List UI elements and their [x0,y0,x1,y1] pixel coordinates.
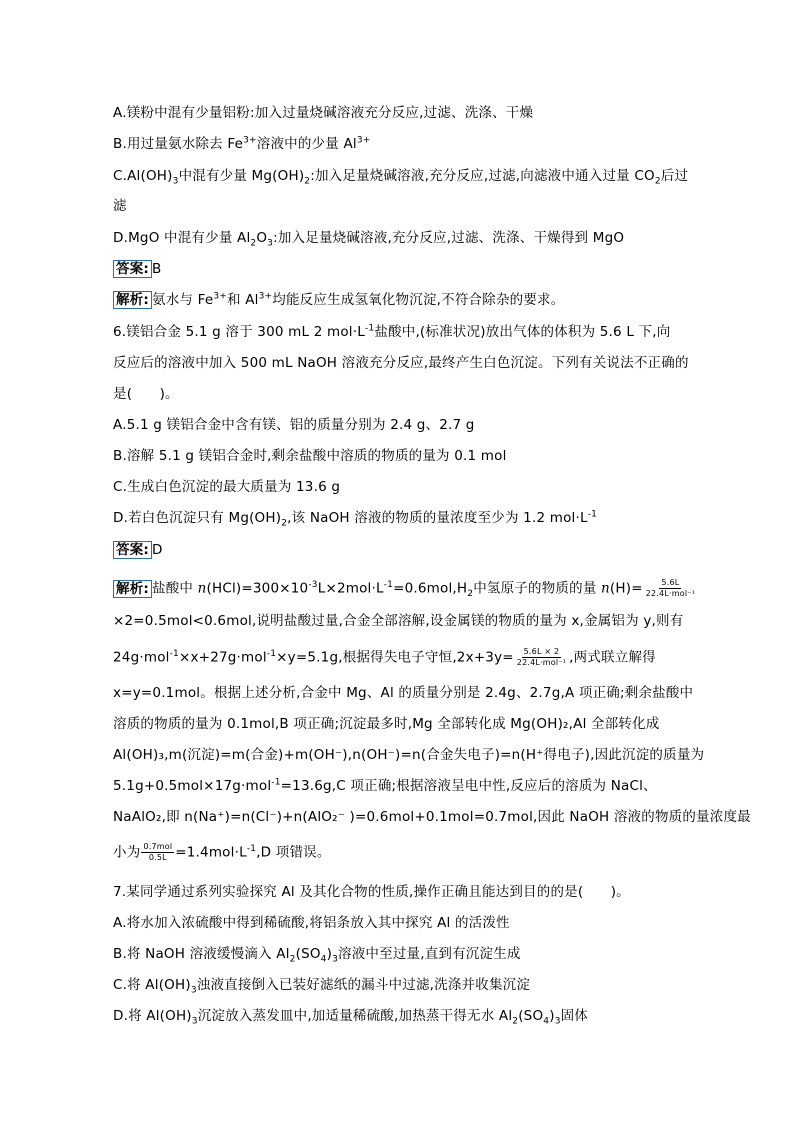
analysis-tag: 解析: [113,580,152,598]
q6-analysis-line7: 5.1g+0.5mol×17g·mol$^{-1}$=13.6g,C 项正确;根据溶液呈电中性,反应后的溶质为 NaCl、 [113,777,657,794]
q6-option-d: D.若白色沉淀只有 $Mg(OH)_2$,该 NaOH 溶液的物质的量浓度至少为 1.2 $mol\cdot L^{-1}$ [113,509,598,529]
q7-option-c: C.将 $Al(OH)_3$浊液直接倒入已装好滤纸的漏斗中过滤,洗涤并收集沉淀 [113,977,531,996]
q7-stem: 7.某同学通过系列实验探究 Al 及其化合物的性质,操作正确且能达到目的的是( )。 [113,884,630,900]
q5-option-d: D.MgO 中混有少量 $Al_2O_3$:加入足量烧碱溶液,充分反应,过滤、洗涤、干燥得到 MgO [113,230,625,249]
q6-answer: 答案: D [113,540,163,560]
q6-stem-line3: 是( )。 [113,386,179,402]
q5-option-b: B.用过量氨水除去 $Fe^{3+}$溶液中的少量 $Al^{3+}$ [113,135,371,152]
answer-tag: 答案: [113,260,152,278]
q5-option-a: A.镁粉中混有少量铝粉:加入过量烧碱溶液充分反应,过滤、洗涤、干燥 [113,105,534,121]
fraction: $\frac{5.6L}{\text{22.4L·mol⁻¹}}$ [645,578,696,598]
q5-analysis: 解析: 氨水与 $Fe^{3+}$和 $Al^{3+}$均能反应生成氢氧化物沉淀,不符合除杂的要求。 [113,290,564,310]
analysis-tag: 解析: [113,291,152,309]
q7-option-a: A.将水加入浓硫酸中得到稀硫酸,将铝条放入其中探究 Al 的活泼性 [113,915,510,931]
q6-option-c: C.生成白色沉淀的最大质量为 13.6 g [113,479,341,495]
q7-option-b: B.将 NaOH 溶液缓慢滴入 $Al_2(SO_4)_3$溶液中至过量,直到有沉淀生成 [113,946,521,965]
q6-stem-line2: 反应后的溶液中加入 500 mL NaOH 溶液充分反应,最终产生白色沉淀。下列有关说法不正确的 [113,355,689,371]
fraction: $\frac{\text{0.7mol}}{0.5L}$ [143,842,173,862]
q6-option-a: A.5.1 g 镁铝合金中含有镁、铝的质量分别为 2.4 g、2.7 g [113,417,475,433]
q6-analysis-line2: ×2=0.5mol<0.6mol,说明盐酸过量,合金全部溶解,设金属镁的物质的量为 x,金属铝为 y,则有 [113,613,684,629]
answer-tag: 答案: [113,541,152,559]
q7-option-d: D.将 $Al(OH)_3$沉淀放入蒸发皿中,加适量稀硫酸,加热蒸干得无水 $Al_2(SO_4)_3$固体 [113,1008,589,1027]
q6-stem-line1: 6.镁铝合金 5.1 g 溶于 300 mL 2 $mol\cdot L^{-1}$盐酸中,(标准状况)放出气体的体积为 5.6 L 下,向 [113,323,671,340]
q6-analysis-line5: 溶质的物质的量为 0.1mol,B 项正确;沉淀最多时,Mg 全部转化成 Mg(OH)₂,Al 全部转化成 [113,716,660,732]
fraction: $\frac{5.6L \times 2}{\text{22.4L·mol⁻¹}}$ [516,647,567,667]
q5-answer: 答案: B [113,259,161,279]
q6-analysis-line4: x=y=0.1mol。根据上述分析,合金中 Mg、Al 的质量分别是 2.4g、2.7g,A 项正确;剩余盐酸中 [113,685,694,701]
q6-analysis-line6: Al(OH)₃,m(沉淀)=m(合金)+m(OH⁻),n(OH⁻)=n(合金失电子)=n(H⁺得电子),因此沉淀的质量为 [113,747,705,763]
q6-analysis-line3: 24g·mol$^{-1}$×x+27g·mol$^{-1}$×y=5.1g,根据得失电子守恒,2x+3y= $\frac{5.6L \times 2}{\text{22.4L·mol⁻¹}}$ ,两式联立解得 [113,647,656,667]
q5-option-c-cont: 滤 [113,198,127,214]
q6-option-b: B.溶解 5.1 g 镁铝合金时,剩余盐酸中溶质的物质的量为 0.1 mol [113,448,507,464]
q6-analysis-line1: 解析: 盐酸中 $n(HCl)=300\times 10^{-3}L\times 2mol\cdot L^{-1}=0.6mol,H_2$中氢原子的物质的量 n(H)= $\frac{5.6L}{\text{22.4L·mol⁻¹}}$ [113,578,698,599]
q6-analysis-line8: NaAlO₂,即 n(Na⁺)=n(Cl⁻)+n(AlO₂⁻ )=0.6mol+0.1mol=0.7mol,因此 NaOH 溶液的物质的量浓度最 [113,809,751,825]
q6-analysis-line9: 小为 $\frac{\text{0.7mol}}{0.5L}$ $=1.4mol\cdot L^{-1},D$ 项错误。 [113,842,331,862]
q5-option-c: $C.Al(OH)_3$中混有少量 $Mg(OH)_2$:加入足量烧碱溶液,充分反应,过滤,向滤液中通入过量 $CO_2$后过 [113,168,689,187]
